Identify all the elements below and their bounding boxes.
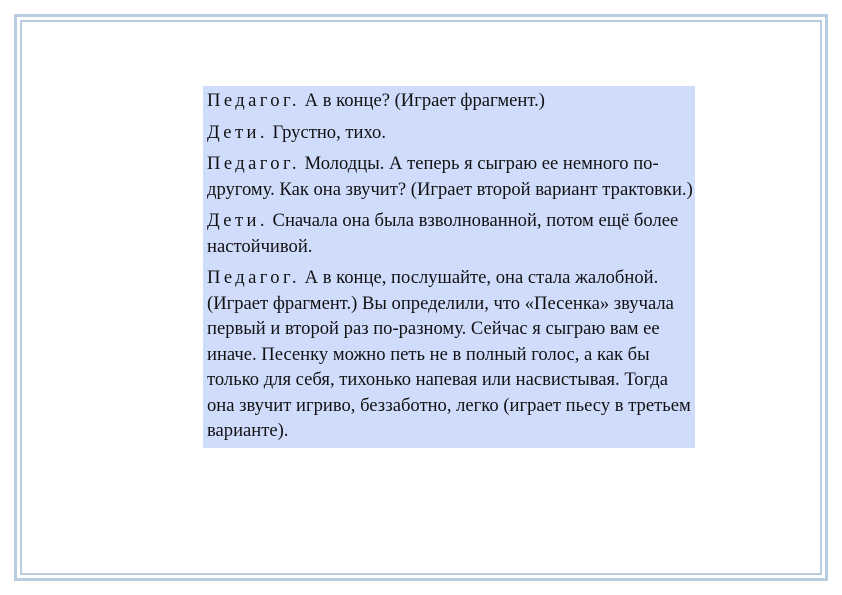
dialogue-paragraph: [207, 151, 693, 202]
speaker-label: Педагог.: [207, 90, 300, 111]
speaker-label: Дети.: [207, 121, 268, 143]
dialogue-paragraph: [207, 88, 693, 114]
speaker-label: Дети.: [207, 210, 268, 231]
speaker-label: Педагог.: [207, 267, 300, 288]
dialogue-paragraph: [207, 208, 693, 259]
paragraph-text: Молодцы. А теперь я сыграю ее немного по-другому. Как она звучит? (Играет второй вариант трактовки.): [207, 153, 693, 200]
dialogue-paragraph: [207, 120, 693, 146]
dialogue-paragraph: [207, 265, 693, 444]
paragraph-text: Сначала она была взволнованной, потом ещё более настойчивой.: [207, 210, 679, 257]
paragraph-text: Грустно, тихо.: [267, 121, 386, 143]
paragraph-text: А в конце? (Играет фрагмент.): [300, 90, 545, 111]
dialogue-text-block: [203, 86, 695, 448]
paragraph-text: А в конце, послушайте, она стала жалобной. (Играет фрагмент.) Вы определили, что «Песенка» звучала первый и второй раз по-разному. Сейчас я сыграю вам ее иначе. Песенку можно петь не в полный голос, а как бы только для себя, тихонько напевая или насвистывая. Тогда она звучит игриво, беззаботно, легко (играет пьесу в третьем варианте).: [207, 267, 691, 441]
speaker-label: Педагог.: [207, 153, 300, 174]
